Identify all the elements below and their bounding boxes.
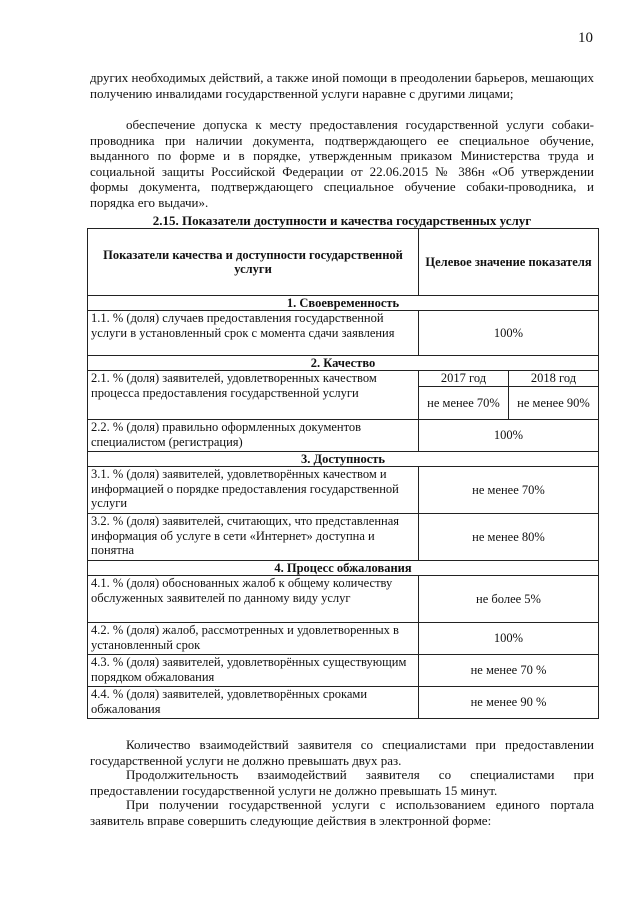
- table-row: [88, 311, 599, 356]
- section-row: [88, 561, 599, 576]
- page-number: 10: [578, 30, 593, 46]
- indicator-label: 4.3. % (доля) заявителей, удовлетворённых существующим порядком обжалования: [88, 655, 419, 687]
- section-title: 3. Доступность: [88, 452, 599, 467]
- section-row: [88, 296, 599, 311]
- table-row: [88, 623, 599, 655]
- table-row: [88, 371, 599, 387]
- table-row: [88, 655, 599, 687]
- intro-paragraph-1: других необходимых действий, а также иной помощи в преодолении барьеров, мешающих получению инвалидами государственной услуги наравне с другими лицами;: [90, 70, 594, 101]
- section-row: [88, 356, 599, 371]
- indicator-label: 3.1. % (доля) заявителей, удовлетворённых качеством и информацией о порядке предоставления государственной услуги: [88, 467, 419, 514]
- indicator-value: не менее 90 %: [419, 687, 599, 719]
- closing-paragraph-3: При получении государственной услуги с использованием единого портала заявитель вправе совершить следующие действия в электронной форме:: [90, 797, 594, 828]
- header-target-value: Целевое значение показателя: [419, 229, 599, 296]
- indicator-value: 100%: [419, 311, 599, 356]
- section-row: [88, 452, 599, 467]
- indicator-value: не более 5%: [419, 576, 599, 623]
- indicator-label: 2.1. % (доля) заявителей, удовлетворенных качеством процесса предоставления государственной услуги: [88, 371, 419, 420]
- section-title: 1. Своевременность: [88, 296, 599, 311]
- value-2017: не менее 70%: [419, 387, 509, 420]
- closing-paragraph-1: Количество взаимодействий заявителя со специалистами при предоставлении государственной услуги не должно превышать двух раз.: [90, 737, 594, 768]
- value-2018: не менее 90%: [509, 387, 599, 420]
- indicator-label: 3.2. % (доля) заявителей, считающих, что представленная информация об услуге в сети «Интернет» доступна и понятна: [88, 514, 419, 561]
- table-row: [88, 420, 599, 452]
- section-heading: 2.15. Показатели доступности и качества государственных услуг: [152, 213, 532, 228]
- indicator-label: 1.1. % (доля) случаев предоставления государственной услуги в установленный срок с момента сдачи заявления: [88, 311, 419, 356]
- table-row: [88, 687, 599, 719]
- indicator-label: 2.2. % (доля) правильно оформленных документов специалистом (регистрация): [88, 420, 419, 452]
- indicator-value: 100%: [419, 623, 599, 655]
- header-indicator: Показатели качества и доступности государственной услуги: [88, 229, 419, 296]
- table-row: [88, 576, 599, 623]
- closing-paragraph-2: Продолжительность взаимодействий заявителя со специалистами при предоставлении государственной услуги не должно превышать 15 минут.: [90, 767, 594, 798]
- indicator-value: не менее 80%: [419, 514, 599, 561]
- section-title: 4. Процесс обжалования: [88, 561, 599, 576]
- indicator-value: 100%: [419, 420, 599, 452]
- year-2018: 2018 год: [509, 371, 599, 387]
- intro-paragraph-2: обеспечение допуска к месту предоставления государственной услуги собаки-проводника при наличии документа, подтверждающего ее специальное обучение, выданного по форме и в порядке, утвержденным приказом Министерства труда и социальной защиты Российской Федерации от 22.06.2015 № 386н «Об утверждении формы документа, подтверждающего специальное обучение собаки-проводника, и порядка его выдачи».: [90, 117, 594, 210]
- table-row: [88, 467, 599, 514]
- indicators-table: [87, 228, 599, 719]
- indicator-value: не менее 70 %: [419, 655, 599, 687]
- table-header-row: [88, 229, 599, 296]
- section-title: 2. Качество: [88, 356, 599, 371]
- indicator-label: 4.4. % (доля) заявителей, удовлетворённых сроками обжалования: [88, 687, 419, 719]
- indicator-value: не менее 70%: [419, 467, 599, 514]
- indicator-label: 4.2. % (доля) жалоб, рассмотренных и удовлетворенных в установленный срок: [88, 623, 419, 655]
- year-2017: 2017 год: [419, 371, 509, 387]
- table-row: [88, 514, 599, 561]
- indicator-label: 4.1. % (доля) обоснованных жалоб к общему количеству обслуженных заявителей по данному виду услуг: [88, 576, 419, 623]
